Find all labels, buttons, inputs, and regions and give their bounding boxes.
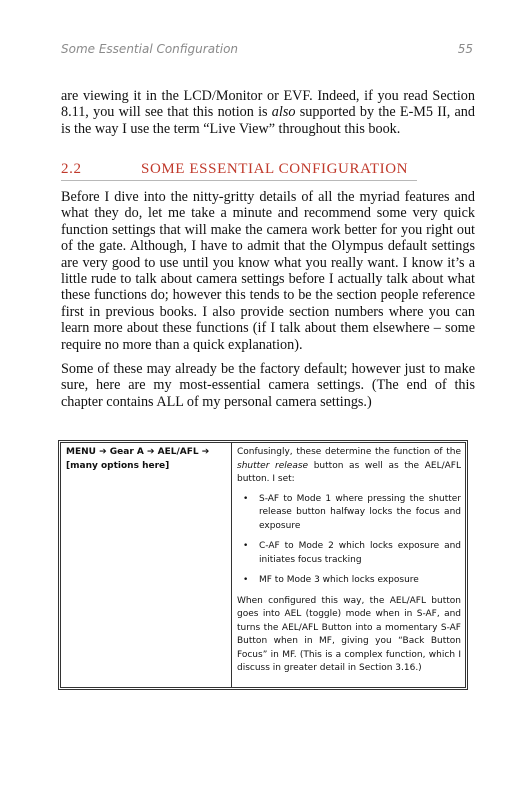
emphasis-text: also xyxy=(271,104,296,121)
paragraph-text: supported by the E-M5 II, and is the way I use the term “Live View” throughout this book. xyxy=(61,104,475,137)
description-text: Confusingly, these determine the function of the xyxy=(237,447,461,457)
paragraph-live-view xyxy=(61,88,475,137)
section-heading xyxy=(61,161,417,181)
emphasis-text: shutter release xyxy=(237,460,309,471)
settings-bullet-list xyxy=(237,493,461,588)
page-number: 55 xyxy=(457,42,473,56)
paragraph-text: are viewing it in the LCD/Monitor or EVF. Indeed, if you read Section 8.11, you will see that this notion is xyxy=(61,88,475,121)
running-head-title: Some Essential Configuration xyxy=(61,42,239,56)
bullet-text: S-AF to Mode 1 where pressing the shutter release button halfway locks the focus and exposure xyxy=(259,493,461,531)
settings-table xyxy=(58,440,468,690)
bullet-item xyxy=(237,493,461,534)
bullet-text: C-AF to Mode 2 which locks exposure and initiates focus tracking xyxy=(259,541,461,565)
bullet-item xyxy=(237,574,461,588)
paragraph-intro: Before I dive into the nitty-gritty details of all the myriad features and what they do, let me take a minute and recommend some very quick function settings that will make the camera work better for you right out of the gate. Although, I have to admit that the Olympus default settings are very good to use until you know what you really want. I know it’s a little rude to talk about camera settings before I actually talk about what these functions do; however this tends to be the section people reference first in previous books. I also provide section numbers where you can learn more about these functions (if I talk about them elsewhere – some require no more than a quick explanation). xyxy=(61,189,475,353)
menu-path-cell xyxy=(61,443,232,687)
bullet-item xyxy=(237,540,461,567)
bullet-icon: • xyxy=(243,575,249,585)
description-intro xyxy=(237,446,461,487)
bullet-text: MF to Mode 3 which locks exposure xyxy=(259,575,419,585)
running-head xyxy=(61,42,473,56)
menu-path-text: MENU ➔ Gear A ➔ AEL/AFL ➔ [many options here] xyxy=(66,447,210,471)
description-text: button as well as the AEL/AFL button. I set: xyxy=(237,460,461,484)
paragraph-settings-note: Some of these may already be the factory default; however just to make sure, here are my most-essential camera settings. (The end of this chapter contains ALL of my personal camera settings.) xyxy=(61,361,475,410)
bullet-icon: • xyxy=(243,541,249,551)
section-title: SOME ESSENTIAL CONFIGURATION xyxy=(141,161,409,177)
description-closing: When configured this way, the AEL/AFL button goes into AEL (toggle) mode when in S-AF, and turns the AEL/AFL Button into a momentary S-AF Button when in MF, giving you “Back Button Focus” in MF. (This is a complex function, which I discuss in greater detail in Section 3.16.) xyxy=(237,595,461,673)
section-number: 2.2 xyxy=(61,161,82,177)
bullet-icon: • xyxy=(243,493,249,504)
description-cell xyxy=(232,443,465,687)
